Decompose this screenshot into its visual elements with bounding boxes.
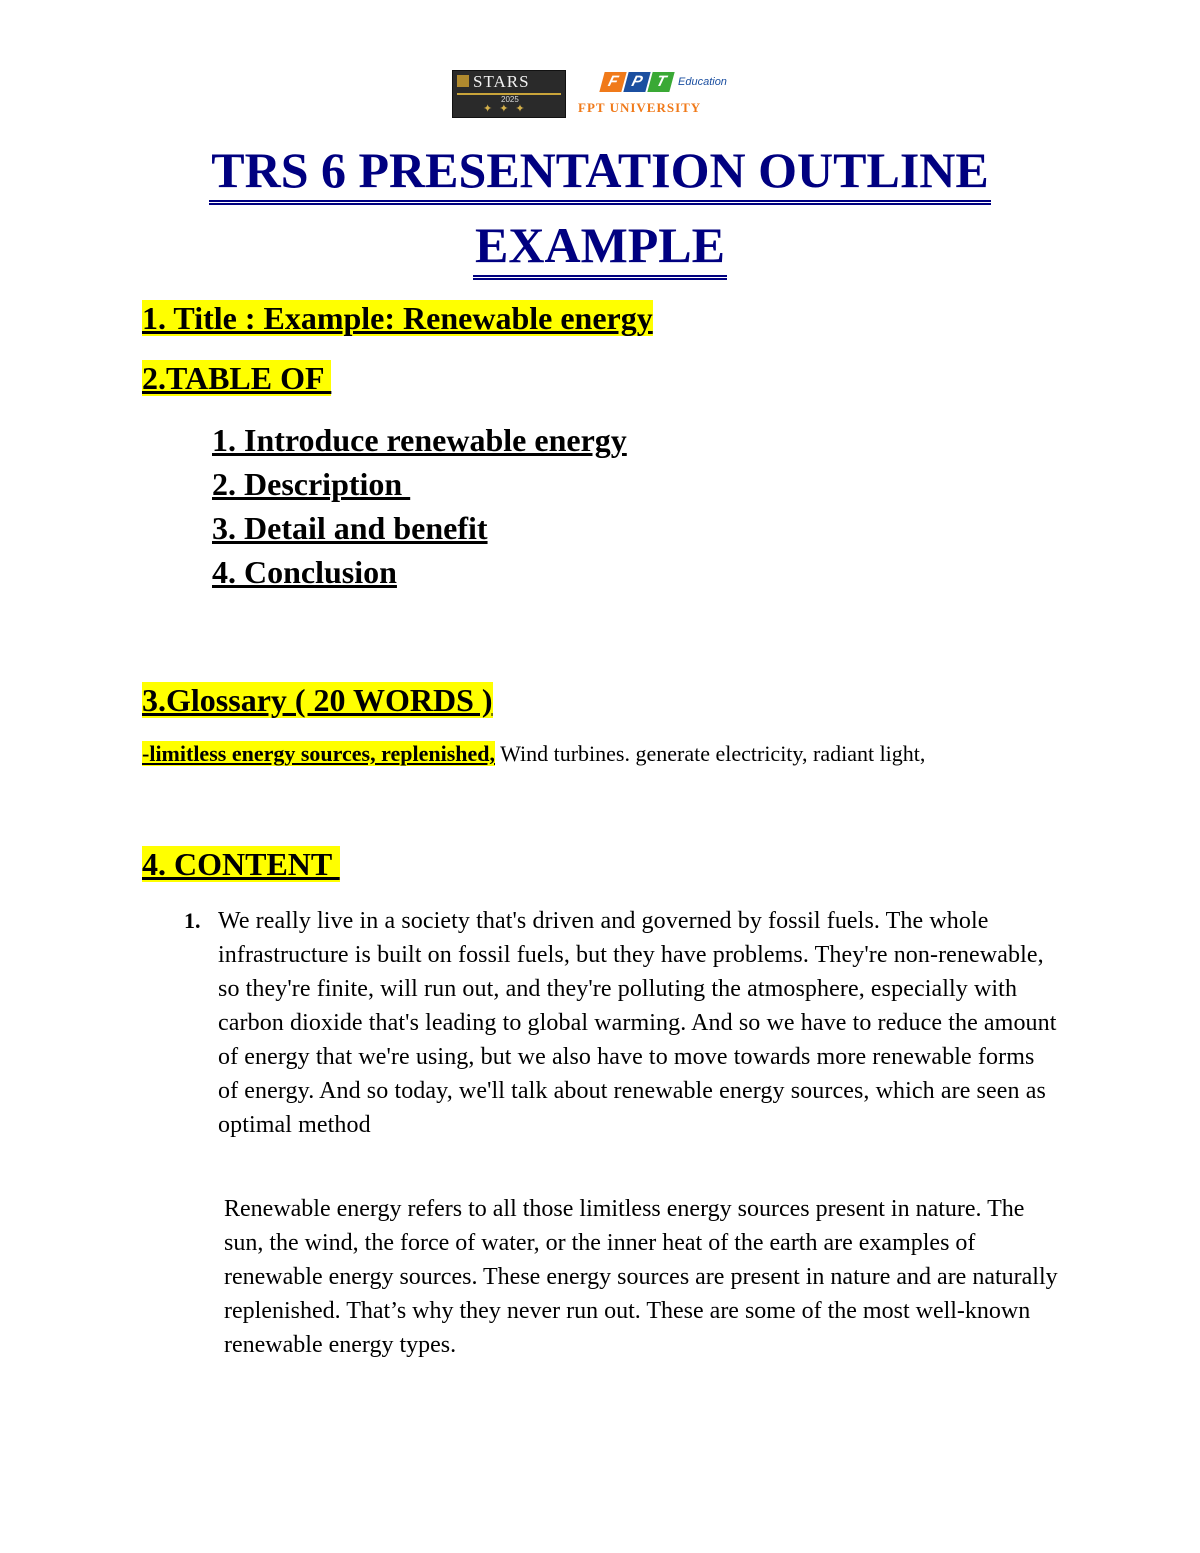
stars-logo <box>452 70 566 118</box>
fpt-letter-p: P <box>623 72 650 92</box>
section-title-heading <box>142 298 653 338</box>
section-glossary-heading <box>142 680 493 720</box>
glossary-line <box>142 738 925 770</box>
fpt-letter-f: F <box>599 72 626 92</box>
fpt-university-text: FPT UNIVERSITY <box>578 100 702 115</box>
section-toc-heading-text: 2.TABLE OF <box>142 360 332 396</box>
fpt-education-text: Education <box>678 76 727 88</box>
fpt-logo <box>578 68 748 120</box>
glossary-rest: Wind turbines. generate electricity, radiant light, <box>495 741 926 766</box>
header-logos <box>452 68 752 120</box>
document-title-line-1: TRS 6 PRESENTATION OUTLINE <box>209 140 991 205</box>
stars-badge-icon <box>457 75 469 87</box>
document-title-line-2: EXAMPLE <box>473 215 727 280</box>
section-content-heading <box>142 844 340 884</box>
section-toc-heading <box>142 358 331 398</box>
toc-item-1: 1. Introduce renewable energy <box>212 422 627 458</box>
toc-item-3: 3. Detail and benefit <box>212 510 488 546</box>
section-content-heading-text: 4. CONTENT <box>142 846 340 882</box>
glossary-highlight: -limitless energy sources, replenished, <box>142 741 495 766</box>
content-item-1 <box>180 904 1060 1142</box>
document-title <box>0 140 1200 280</box>
stars-logo-text: STARS <box>473 72 530 91</box>
content-item-text: We really live in a society that's driven and governed by fossil fuels. The whole infrastructure is built on fossil fuels, but they have problems. They're non-renewable, so they're finite, will run out, and they're polluting the atmosphere, especially with carbon dioxide that's leading to global warming. And so we have to reduce the amount of energy that we're using, but we also have to move towards more renewable forms of energy. And so today, we'll talk about renewable energy sources, which are seen as optimal method <box>218 908 1057 1138</box>
fpt-logo-mark <box>602 72 674 94</box>
content-item-number: 1. <box>184 908 201 933</box>
fpt-letter-t: T <box>647 72 674 92</box>
content-list <box>180 904 1060 1142</box>
toc-item-4: 4. Conclusion <box>212 554 397 590</box>
toc-item-2: 2. Description <box>212 466 411 502</box>
section-glossary-heading-text: 3.Glossary ( 20 WORDS ) <box>142 682 493 718</box>
stars-logo-stars-icon: ✦✦✦ <box>483 102 532 115</box>
stars-logo-year: 2025 <box>501 95 519 104</box>
section-title-heading-text: 1. Title : Example: Renewable energy <box>142 300 653 336</box>
content-paragraph: Renewable energy refers to all those limitless energy sources present in nature. The sun, the wind, the force of water, or the inner heat of the earth are examples of renewable energy sources. These energy sources are present in nature and are naturally replenished. That’s why they never run out. These are some of the most well-known renewable energy types. <box>224 1196 1058 1358</box>
toc-list <box>212 418 627 594</box>
